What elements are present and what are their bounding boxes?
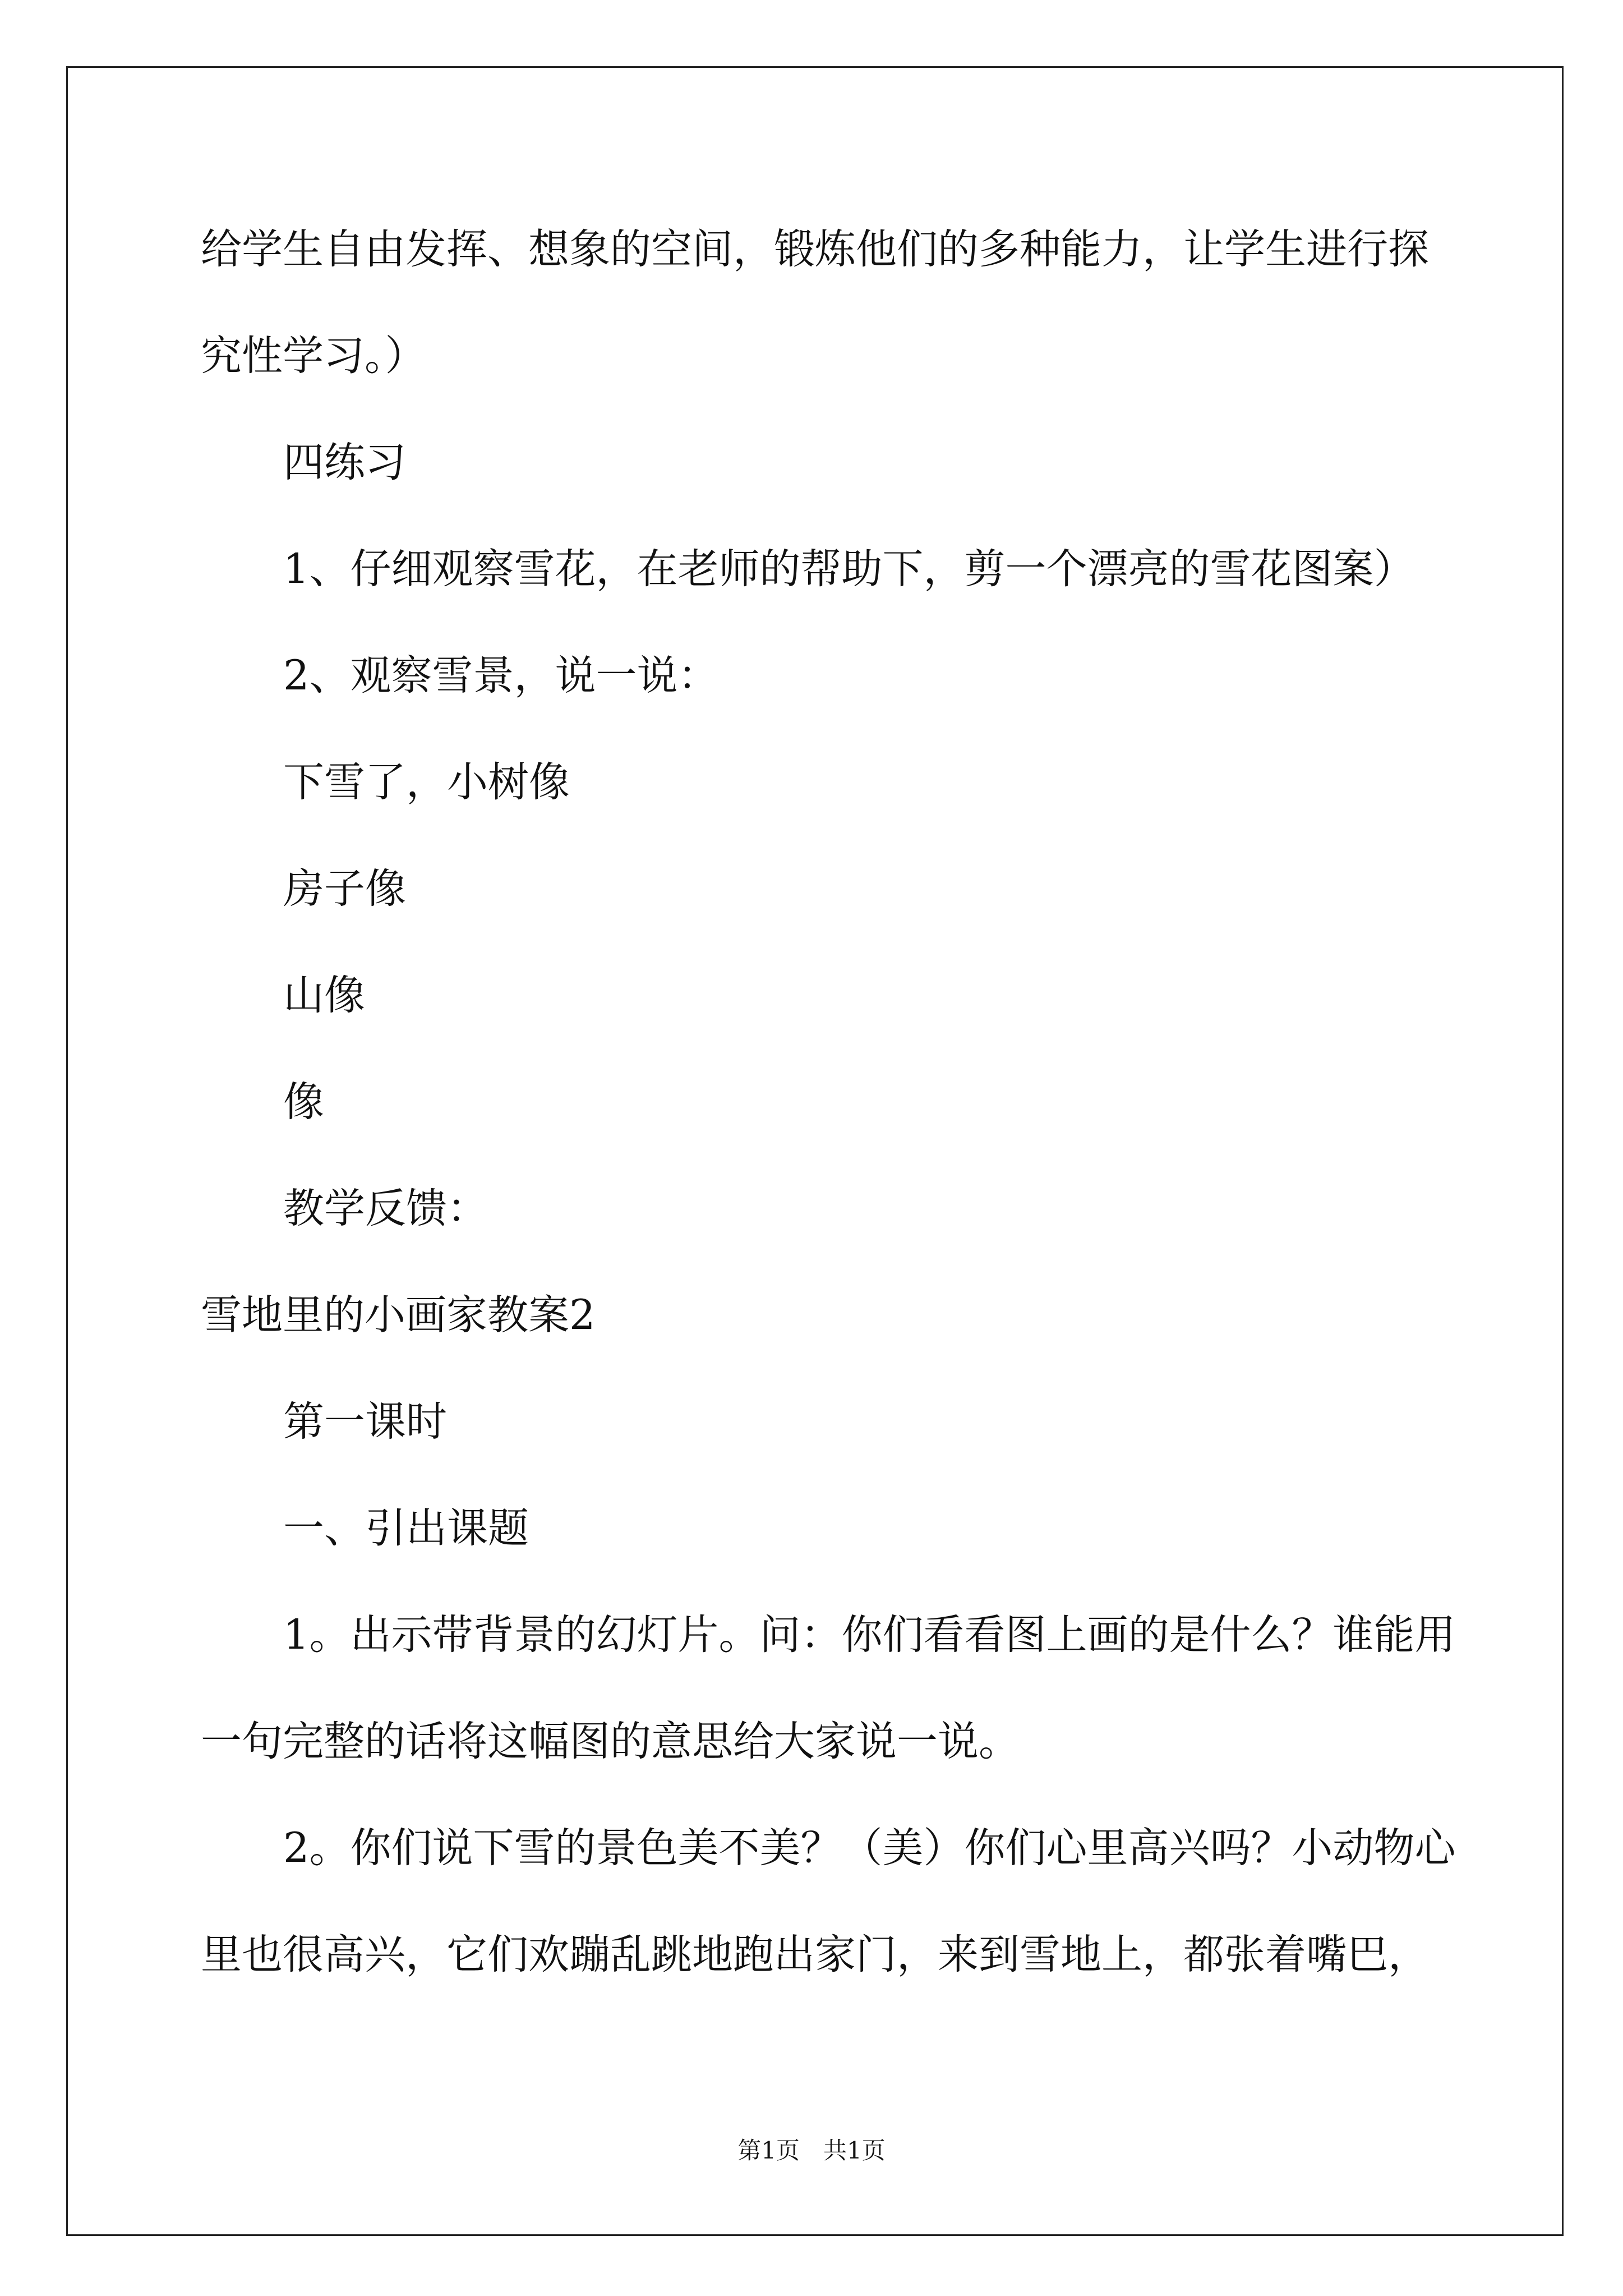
fill-in-line: 下雪了，小树像	[283, 758, 570, 806]
section-heading: 一、引出课题	[283, 1504, 529, 1552]
paragraph-line: 里也很高兴，它们欢蹦乱跳地跑出家门，来到雪地上，都张着嘴巴，	[201, 1931, 1429, 1978]
section-heading: 四练习	[283, 439, 406, 486]
page-number-footer: 第1页 共1页	[737, 2137, 886, 2164]
paragraph-line: 2。你们说下雪的景色美不美？（美）你们心里高兴吗？小动物心	[283, 1824, 1456, 1872]
paragraph-line: 1。出示带背景的幻灯片。问：你们看看图上画的是什么？谁能用	[283, 1611, 1456, 1659]
paragraph-line: 给学生自由发挥、想象的空间，锻炼他们的多种能力，让学生进行探	[201, 226, 1429, 273]
paragraph-line: 一句完整的话将这幅图的意思给大家说一说。	[201, 1718, 1020, 1765]
document-body	[201, 196, 1536, 2008]
paragraph-line: 究性学习。）	[201, 332, 426, 380]
document-title: 雪地里的小画家教案2	[201, 1291, 596, 1339]
exercise-item: 2、观察雪景，说一说：	[283, 652, 719, 700]
feedback-label: 教学反馈：	[283, 1185, 488, 1232]
lesson-heading: 第一课时	[283, 1398, 447, 1446]
fill-in-line: 像	[283, 1078, 324, 1126]
fill-in-line: 房子像	[283, 865, 406, 913]
fill-in-line: 山像	[283, 972, 365, 1019]
exercise-item: 1、仔细观察雪花，在老师的帮助下，剪一个漂亮的雪花图案）	[283, 545, 1415, 593]
